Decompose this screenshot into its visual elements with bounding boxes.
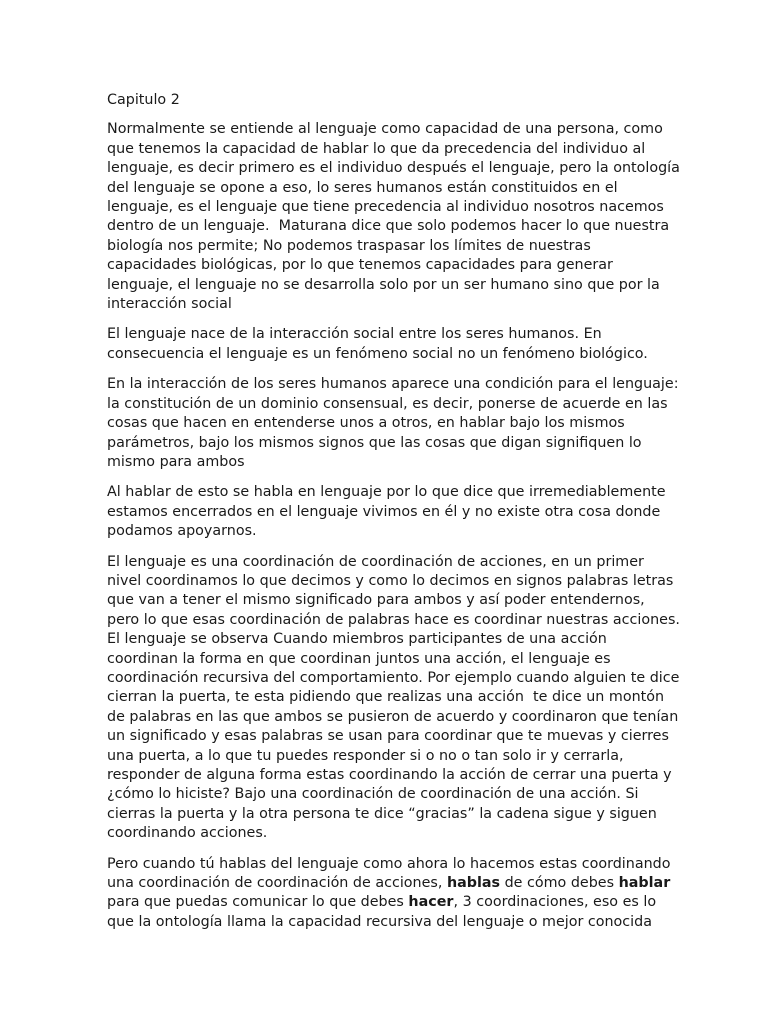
document-body: [107, 91, 680, 943]
text-run: una coordinación de coordinación de acciones,: [107, 875, 447, 892]
paragraph-line: parámetros, bajo los mismos signos que las cosas que digan signifiquen lo: [107, 434, 642, 451]
chapter-title: Capitulo 2: [107, 92, 180, 108]
paragraph-line: cierran la puerta, te esta pidiendo que realizas una acción te dice un montón: [107, 689, 665, 706]
paragraph-line: consecuencia el lenguaje es un fenómeno social no un fenómeno biológico.: [107, 345, 648, 362]
paragraph-line: lenguaje, el lenguaje no se desarrolla solo por un ser humano sino que por la: [107, 276, 660, 293]
paragraph-line: En la interacción de los seres humanos aparece una condición para el lenguaje:: [107, 376, 679, 393]
paragraph: [107, 375, 679, 472]
paragraph-line: del lenguaje se opone a eso, lo seres humanos están constituidos en el: [107, 179, 618, 196]
paragraph-line: estamos encerrados en el lenguaje vivimos en él y no existe otra cosa donde: [107, 503, 661, 520]
paragraph-line: una puerta, a lo que tu puedes responder si o no o tan solo ir y cerrarla,: [107, 747, 624, 764]
paragraph-line: Pero cuando tú hablas del lenguaje como ahora lo hacemos estas coordinando: [107, 855, 671, 872]
paragraph-line: de palabras en las que ambos se pusieron de acuerdo y coordinaron que tenían: [107, 708, 679, 725]
paragraph-line: coordinan la forma en que coordinan juntos una acción, el lenguaje es: [107, 650, 611, 667]
bold-word-hablar: hablar: [618, 875, 671, 892]
paragraph-line: lenguaje, es el lenguaje que tiene precedencia al individuo nosotros nacemos: [107, 199, 664, 216]
paragraphs: [107, 120, 680, 843]
paragraph-line: mismo para ambos: [107, 453, 245, 470]
text-run: para que puedas comunicar lo que debes: [107, 894, 409, 911]
paragraph-line: dentro de un lenguaje. Maturana dice que solo podemos hacer lo que nuestra: [107, 218, 670, 235]
paragraph-line: que tenemos la capacidad de hablar lo que da precedencia del individuo al: [107, 140, 646, 157]
paragraph-line: responder de alguna forma estas coordinando la acción de cerrar una puerta y: [107, 767, 672, 783]
paragraph-line: [107, 893, 663, 912]
paragraph-line: que van a tener el mismo significado para ambos y así poder entendernos,: [107, 592, 645, 609]
paragraph-line: capacidades biológicas, por lo que tenemos capacidades para generar: [107, 257, 613, 274]
paragraph-line: un significado y esas palabras se usan para coordinar que te muevas y cierres: [107, 728, 669, 745]
paragraph-line: coordinando acciones.: [107, 825, 268, 842]
text-run: de cómo debes: [500, 875, 619, 892]
paragraph: [107, 120, 680, 314]
paragraph: [107, 483, 666, 541]
bold-word-hablas: hablas: [446, 875, 501, 892]
paragraph-line: lenguaje, es decir primero es el individuo después el lenguaje, pero la ontología: [107, 160, 680, 177]
text-run: , 3 coordinaciones, eso es lo: [453, 894, 657, 911]
paragraph-line: [107, 874, 671, 893]
paragraph-line: nivel coordinamos lo que decimos y como lo decimos en signos palabras letras: [107, 572, 674, 589]
paragraph-line: la constitución de un dominio consensual, es decir, ponerse de acuerde en las: [107, 395, 668, 412]
paragraph-line: cosas que hacen en entenderse unos a otros, en hablar bajo los mismos: [107, 415, 625, 432]
bold-word-hacer: hacer: [408, 894, 454, 911]
paragraph-line: pero lo que esas coordinación de palabras hace es coordinar nuestras acciones.: [107, 611, 680, 628]
paragraph-line: El lenguaje nace de la interacción social entre los seres humanos. En: [107, 326, 602, 343]
paragraph-line: coordinación recursiva del comportamiento. Por ejemplo cuando alguien te dice: [107, 669, 680, 686]
paragraph-line: Al hablar de esto se habla en lenguaje por lo que dice que irremediablemente: [107, 484, 666, 501]
paragraph: [107, 553, 680, 844]
paragraph-line: interacción social: [107, 296, 232, 313]
paragraph-line: El lenguaje se observa Cuando miembros participantes de una acción: [107, 631, 607, 648]
paragraph-line: Normalmente se entiende al lenguaje como capacidad de una persona, como: [107, 121, 663, 138]
paragraph-line: biología nos permite; No podemos traspasar los límites de nuestras: [107, 237, 591, 254]
paragraph-line: que la ontología llama la capacidad recursiva del lenguaje o mejor conocida: [107, 913, 652, 930]
paragraph-last: [107, 855, 671, 933]
paragraph-line: podamos apoyarnos.: [107, 523, 257, 540]
paragraph: [107, 325, 663, 364]
paragraph-line: El lenguaje es una coordinación de coordinación de acciones, en un primer: [107, 553, 644, 570]
paragraph-line: ¿cómo lo hiciste? Bajo una coordinación de coordinación de una acción. Si: [107, 786, 639, 803]
paragraph-line: cierras la puerta y la otra persona te dice “gracias” la cadena sigue y siguen: [107, 805, 657, 822]
